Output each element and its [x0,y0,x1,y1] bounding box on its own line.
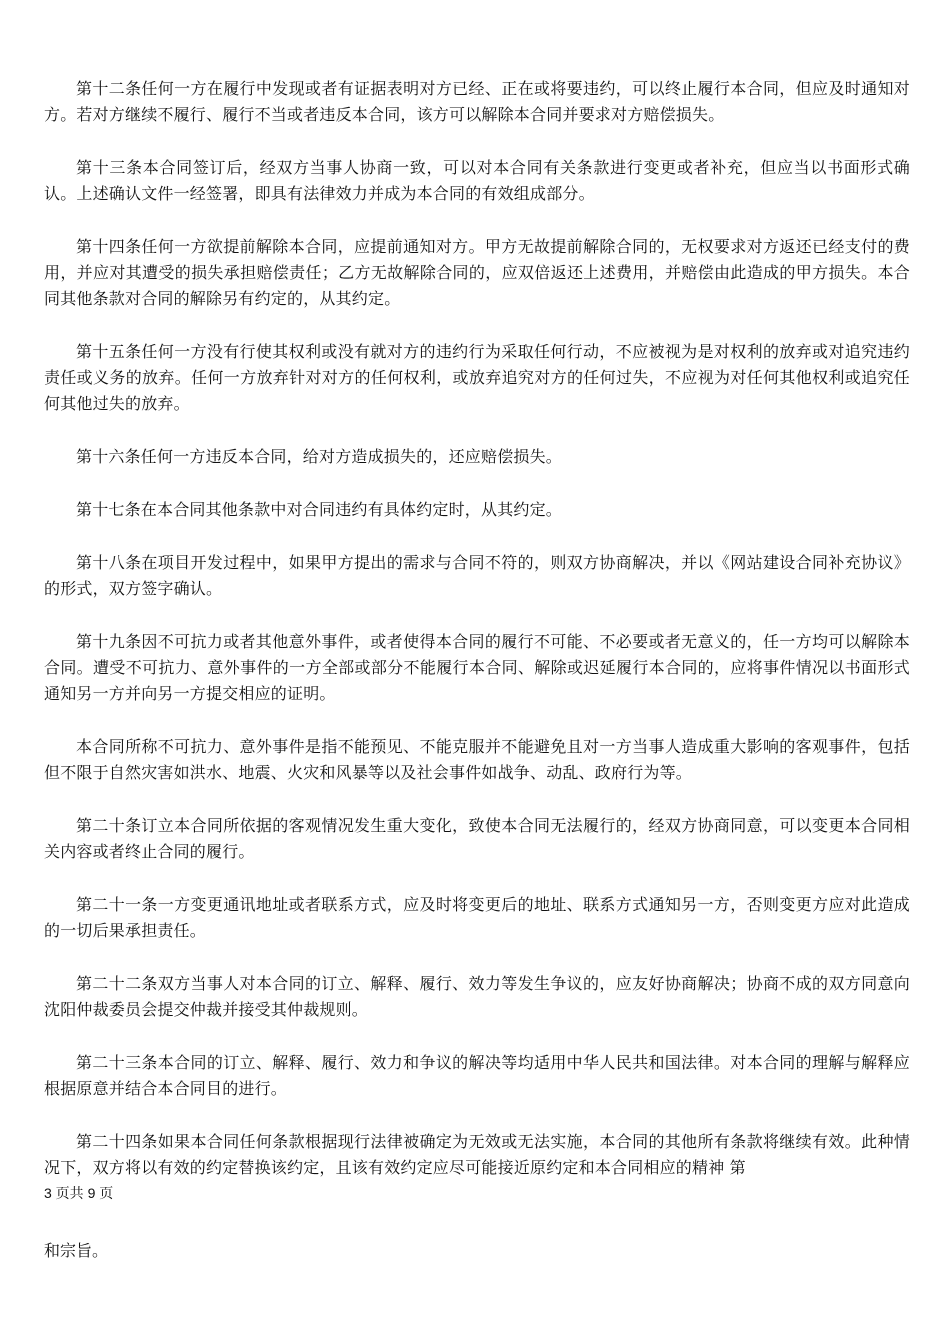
paragraph-article-20: 第二十条订立本合同所依据的客观情况发生重大变化，致使本合同无法履行的，经双方协商同意，可以变更本合同相关内容或者终止合同的履行。 [44,816,910,861]
paragraph-article-18: 第十八条在项目开发过程中，如果甲方提出的需求与合同不符的，则双方协商解决，并以《网站建设合同补充协议》的形式，双方签字确认。 [44,553,910,598]
paragraph-article-13: 第十三条本合同签订后，经双方当事人协商一致，可以对本合同有关条款进行变更或者补充，但应当以书面形式确认。上述确认文件一经签署，即具有法律效力并成为本合同的有效组成部分。 [44,158,910,203]
paragraph-continuation: 和宗旨。 [44,1241,109,1260]
paragraph-article-23: 第二十三条本合同的订立、解释、履行、效力和争议的解决等均适用中华人民共和国法律。对本合同的理解与解释应根据原意并结合本合同目的进行。 [44,1053,910,1098]
paragraph-article-15: 第十五条任何一方没有行使其权利或没有就对方的违约行为采取任何行动，不应被视为是对权利的放弃或对追究违约责任或义务的放弃。任何一方放弃针对对方的任何权利，或放弃追究对方的任何过失，不应视为对任何其他权利或追究任何其他过失的放弃。 [44,342,910,413]
paragraph-article-21: 第二十一条一方变更通讯地址或者联系方式，应及时将变更后的地址、联系方式通知另一方，否则变更方应对此造成的一切后果承担责任。 [44,895,910,940]
paragraph-force-majeure-definition: 本合同所称不可抗力、意外事件是指不能预见、不能克服并不能避免且对一方当事人造成重大影响的客观事件，包括但不限于自然灾害如洪水、地震、火灾和风暴等以及社会事件如战争、动乱、政府行为等。 [44,737,910,782]
paragraph-article-22: 第二十二条双方当事人对本合同的订立、解释、履行、效力等发生争议的，应友好协商解决；协商不成的双方同意向沈阳仲裁委员会提交仲裁并接受其仲裁规则。 [44,974,910,1019]
paragraph-article-19: 第十九条因不可抗力或者其他意外事件，或者使得本合同的履行不可能、不必要或者无意义的，任一方均可以解除本合同。遭受不可抗力、意外事件的一方全部或部分不能履行本合同、解除或迟延履行本合同的，应将事件情况以书面形式通知另一方并向另一方提交相应的证明。 [44,632,910,703]
paragraph-article-14: 第十四条任何一方欲提前解除本合同，应提前通知对方。甲方无故提前解除合同的，无权要求对方返还已经支付的费用，并应对其遭受的损失承担赔偿责任；乙方无故解除合同的，应双倍返还上述费用，并赔偿由此造成的甲方损失。本合同其他条款对合同的解除另有约定的，从其约定。 [44,237,910,308]
paragraph-article-12: 第十二条任何一方在履行中发现或者有证据表明对方已经、正在或将要违约，可以终止履行本合同，但应及时通知对方。若对方继续不履行、履行不当或者违反本合同，该方可以解除本合同并要求对方赔偿损失。 [44,79,910,124]
document-body [44,76,910,1203]
paragraph-article-24: 第二十四条如果本合同任何条款根据现行法律被确定为无效或无法实施，本合同的其他所有条款将继续有效。此种情况下，双方将以有效的约定替换该约定，且该有效约定应尽可能接近原约定和本合同相应的精神 第 [44,1132,910,1177]
paragraph-article-16: 第十六条任何一方违反本合同，给对方造成损失的，还应赔偿损失。 [76,447,563,466]
paragraph-article-17: 第十七条在本合同其他条款中对合同违约有具体约定时，从其约定。 [76,500,563,519]
page-number: 3 页共 9 页 [44,1185,114,1201]
